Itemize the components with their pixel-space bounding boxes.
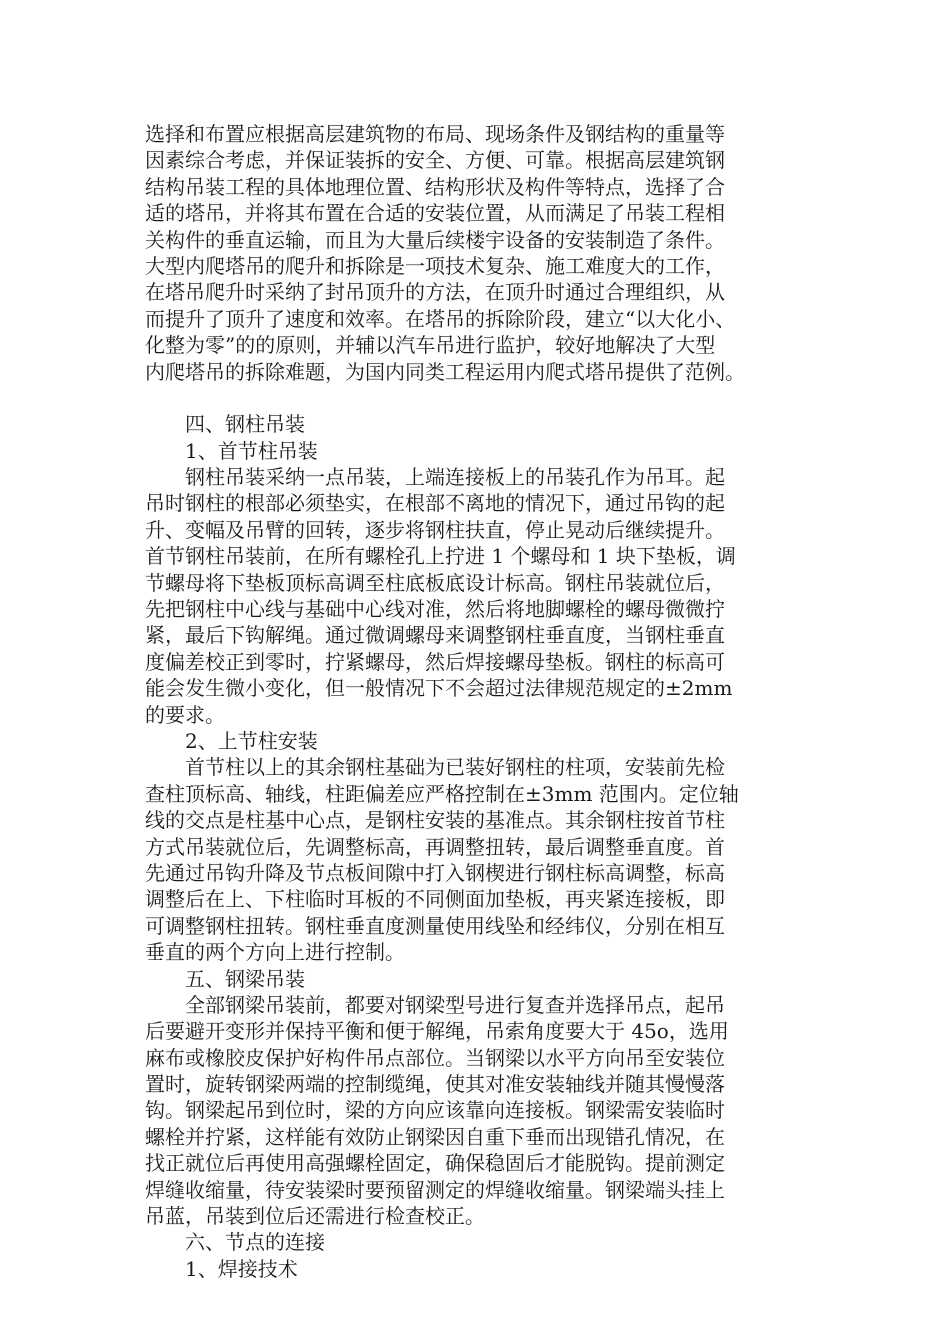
paragraph-spacer xyxy=(145,385,807,411)
paragraph-line: 先通过吊钩升降及节点板间隙中打入钢楔进行钢柱标高调整，标高 xyxy=(145,860,725,885)
paragraph-line: 化整为零”的的原则，并辅以汽车吊进行监护，较好地解决了大型 xyxy=(145,333,716,358)
section-heading-6: 六、节点的连接 xyxy=(185,1230,325,1255)
paragraph-line: 麻布或橡胶皮保护好构件吊点部位。当钢梁以水平方向吊至安装位 xyxy=(145,1045,725,1070)
paragraph-line: 线的交点是柱基中心点，是钢柱安装的基准点。其余钢柱按首节柱 xyxy=(145,808,725,833)
paragraph-line: 首节钢柱吊装前，在所有螺栓孔上拧进 1 个螺母和 1 块下垫板，调 xyxy=(145,544,736,569)
subsection-heading-4-2: 2、上节柱安装 xyxy=(185,728,318,753)
section-heading-4: 四、钢柱吊装 xyxy=(185,412,305,437)
paragraph-line: 钢柱吊装采纳一点吊装，上端连接板上的吊装孔作为吊耳。起 xyxy=(185,465,725,490)
paragraph-line: 内爬塔吊的拆除难题，为国内同类工程运用内爬式塔吊提供了范例。 xyxy=(145,359,745,384)
paragraph-line: 方式吊装就位后，先调整标高，再调整扭转，最后调整垂直度。首 xyxy=(145,834,725,859)
paragraph-line: 节螺母将下垫板顶标高调至柱底板底设计标高。钢柱吊装就位后， xyxy=(145,570,725,595)
paragraph-line: 而提升了顶升了速度和效率。在塔吊的拆除阶段，建立“以大化小、 xyxy=(145,306,736,331)
paragraph-line: 后要避开变形并保持平衡和便于解绳，吊索角度要大于 45o，选用 xyxy=(145,1019,729,1044)
paragraph-line: 钩。钢梁起吊到位时，梁的方向应该靠向连接板。钢梁需安装临时 xyxy=(145,1098,725,1123)
paragraph-line: 找正就位后再使用高强螺栓固定，确保稳固后才能脱钩。提前测定 xyxy=(145,1151,725,1176)
paragraph-line: 吊时钢柱的根部必须垫实，在根部不离地的情况下，通过吊钩的起 xyxy=(145,491,725,516)
paragraph-line: 度偏差校正到零时，拧紧螺母，然后焊接螺母垫板。钢柱的标高可 xyxy=(145,649,725,674)
paragraph-line: 适的塔吊，并将其布置在合适的安装位置，从而满足了吊装工程相 xyxy=(145,201,725,226)
paragraph-line: 置时，旋转钢梁两端的控制缆绳，使其对准安装轴线并随其慢慢落 xyxy=(145,1072,725,1097)
section-4-2-paragraph xyxy=(145,754,807,965)
paragraph-line: 查柱顶标高、轴线，柱距偏差应严格控制在±3mm 范围内。定位轴 xyxy=(145,781,739,806)
paragraph-line: 紧，最后下钩解绳。通过微调螺母来调整钢柱垂直度，当钢柱垂直 xyxy=(145,623,725,648)
paragraph-line: 焊缝收缩量，待安装梁时要预留测定的焊缝收缩量。钢梁端头挂上 xyxy=(145,1177,725,1202)
subsection-heading-4-1: 1、首节柱吊装 xyxy=(185,438,318,463)
intro-paragraph xyxy=(145,121,807,385)
paragraph-line: 首节柱以上的其余钢柱基础为已装好钢柱的柱项，安装前先检 xyxy=(185,755,725,780)
document-body xyxy=(145,121,807,1282)
paragraph-line: 在塔吊爬升时采纳了封吊顶升的方法，在顶升时通过合理组织，从 xyxy=(145,280,725,305)
paragraph-line: 螺栓并拧紧，这样能有效防止钢梁因自重下垂而出现错孔情况，在 xyxy=(145,1124,725,1149)
paragraph-line: 能会发生微小变化，但一般情况下不会超过法律规范规定的±2mm xyxy=(145,676,733,701)
subsection-heading-6-1: 1、焊接技术 xyxy=(185,1256,298,1281)
paragraph-line: 的要求。 xyxy=(145,702,225,727)
paragraph-line: 垂直的两个方向上进行控制。 xyxy=(145,940,405,965)
section-5-paragraph xyxy=(145,992,807,1230)
section-heading-5: 五、钢梁吊装 xyxy=(185,966,305,991)
section-4-1-paragraph xyxy=(145,464,807,728)
paragraph-line: 因素综合考虑，并保证装拆的安全、方便、可靠。根据高层建筑钢 xyxy=(145,148,725,173)
paragraph-line: 吊蓝，吊装到位后还需进行检查校正。 xyxy=(145,1204,485,1229)
paragraph-line: 全部钢梁吊装前，都要对钢梁型号进行复查并选择吊点，起吊 xyxy=(185,992,725,1017)
paragraph-line: 关构件的垂直运输，而且为大量后续楼宇设备的安装制造了条件。 xyxy=(145,227,725,252)
paragraph-line: 先把钢柱中心线与基础中心线对准，然后将地脚螺栓的螺母微微拧 xyxy=(145,597,725,622)
paragraph-line: 选择和布置应根据高层建筑物的布局、现场条件及钢结构的重量等 xyxy=(145,122,725,146)
paragraph-line: 可调整钢柱扭转。钢柱垂直度测量使用线坠和经纬仪，分别在相互 xyxy=(145,913,725,938)
paragraph-line: 升、变幅及吊臂的回转，逐步将钢柱扶直，停止晃动后继续提升。 xyxy=(145,517,725,542)
paragraph-line: 调整后在上、下柱临时耳板的不同侧面加垫板，再夹紧连接板，即 xyxy=(145,887,725,912)
paragraph-line: 结构吊装工程的具体地理位置、结构形状及构件等特点，选择了合 xyxy=(145,174,725,199)
paragraph-line: 大型内爬塔吊的爬升和拆除是一项技术复杂、施工难度大的工作， xyxy=(145,253,725,278)
